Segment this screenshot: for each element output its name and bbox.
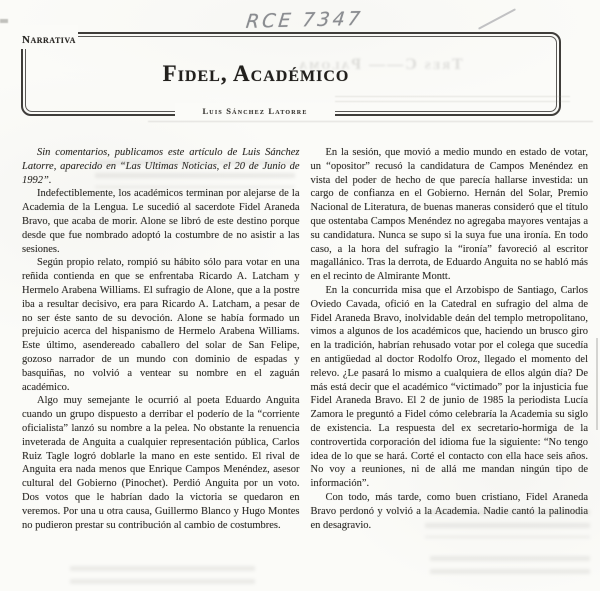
left-column bbox=[22, 146, 300, 532]
bleedthrough-ghost-line bbox=[148, 121, 593, 122]
article-title: Fidel, Académico bbox=[162, 61, 350, 86]
paragraph: Con todo, más tarde, como buen cristiano, Fidel Araneda Bravo perdonó y volvió a la Academia. Nadie cantó la palinodia en desagravio. bbox=[310, 491, 588, 531]
handwritten-code: RCE 7347 bbox=[244, 7, 365, 33]
paragraph: En la sesión, que movió a medio mundo en estado de votar, un “opositor” recusó la candidatura de Campos Menéndez en vista del poder de hecho de que parecía hallarse investida: un cargo de confianza en el Gobierno. Hernán del Solar, Premio Nacional de Literatura, de buenas maneras consideró que el título que ostentaba Campos Menéndez no agregaba mayores ventajas a su candidatura. Nunca se supo si la suya fue una ironía. En todo caso, a la hora del sufragio la “ironía” favoreció al escritor magallánico. Tras la derrota, de Eduardo Anguita no se habló más en el recinto de Almirante Montt. bbox=[310, 147, 588, 283]
paragraph: Según propio relato, rompió su hábito sólo para votar en una reñida contienda en que se enfrentaba Ricardo A. Latcham y Hermelo Arabena Williams. El sufragio de Alone, que a la postre iba a resultar decisivo, era para Ricardo A. Latcham, a pesar de no ser éste santo de su devoción. Alone se había formado un prejuicio acerca del hispanismo de Hermelo Arabena Williams. Este último, asendereado caballero del solar de San Felipe, gozoso narrador de un mundo con dominio de espadas y basquiñas, no volvió a ventear su nombre en el zaguán académico. bbox=[22, 257, 300, 393]
paragraph: Indefectiblemente, los académicos terminan por alejarse de la Academia de la Lengua. Le sucedió al sacerdote Fidel Araneda Bravo, que acaba de morir. Alone se libró de este destino porque desde que fue nombrado adoptó la costumbre de no asistir a las sesiones. bbox=[22, 188, 300, 255]
bleedthrough-artifact bbox=[95, 160, 295, 188]
right-column bbox=[311, 146, 589, 532]
section-label: Narrativa bbox=[22, 34, 76, 46]
bleedthrough-artifact bbox=[425, 510, 590, 538]
paragraph: En la concurrida misa que el Arzobispo de Santiago, Carlos Oviedo Cavada, ofició en la Catedral en sufragio del alma de Fidel Araneda Bravo, inolvidable deán del templo metropolitano, vimos a algunos de los académicos que, haciendo un brusco giro en la tradición, habrían rehusado votar por el colega que sucedía en antigüedad al doctor Rodolfo Oroz, llegado el momento del relevo. ¿Le pasará lo mismo a cualquiera de ellos algún día? De más está decir que el académico “victimado” por la injusticia fue Fidel Araneda Bravo. El 2 de junio de 1985 la periodista Lucía Zamora le preguntó a Fidel cómo celebraría la Academia su siglo de existencia. La respuesta del ex secretario-hormiga de la controvertida corporación del idioma fue la siguiente: “No tengo idea de lo que se hará. Corté el contacto con ella hace seis años. No voy a reuniones, ni de allá me mandan ningún tipo de información”. bbox=[310, 284, 588, 490]
article-body bbox=[22, 146, 588, 532]
bleedthrough-ghost-rule bbox=[335, 96, 570, 102]
paragraph: Algo muy semejante le ocurrió al poeta Eduardo Anguita cuando un grupo dispuesto a derribar el poderío de la “corriente oficialista” lanzó su nombre a la pelea. No obstante la renuencia inveterada de Anguita a cualquier representación pública, Carlos Ruiz Tagle logró doblarle la mano en este sentido. El rival de Anguita era nada menos que Enrique Campos Menéndez, asesor cultural del Gobierno (Pinochet). Perdió Anguita por un voto. Dos votos que le habrían dado la victoria se quedaron en veremos. Por una u otra causa, Guillermo Blanco y Hugo Montes no pudieron prestar su contribución al cambio de costumbres. bbox=[22, 395, 300, 531]
bleedthrough-ghost-title: Tres C—— Paloma bbox=[297, 56, 463, 73]
scan-edge-mark bbox=[0, 19, 8, 23]
pen-stroke-mark bbox=[478, 8, 516, 29]
editorial-note: Sin comentarios, publicamos este artículo de Luis Sánchez Latorre, aparecido en “Las Ultimas Noticias, el 20 de Junio de 1992”. bbox=[22, 147, 300, 186]
article-byline: Luis Sánchez Latorre bbox=[202, 106, 308, 116]
bleedthrough-artifact bbox=[70, 566, 255, 588]
bleedthrough-artifact bbox=[430, 556, 590, 580]
scan-edge-line bbox=[596, 338, 598, 430]
